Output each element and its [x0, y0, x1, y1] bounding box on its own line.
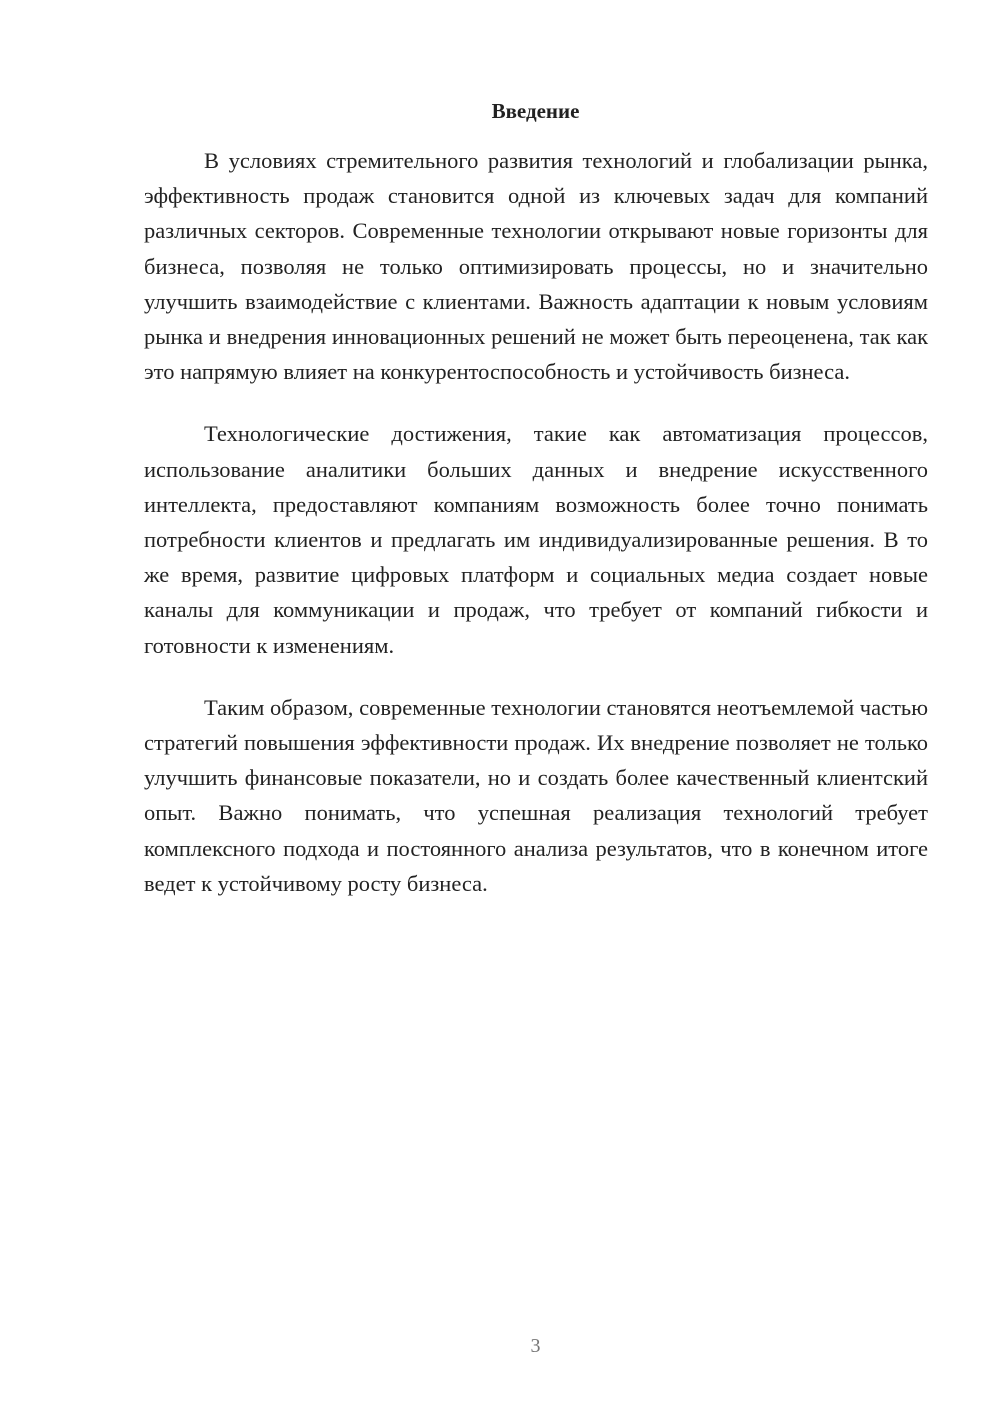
paragraph-3: Таким образом, современные технологии становятся неотъемлемой частью стратегий повышения эффективности продаж. Их внедрение позволяет не только улучшить финансовые показатели, но и создать более качественный клиентский опыт. Важно понимать, что успешная реализация технологий требует комплексного подхода и постоянного анализа результатов, что в конечном итоге ведет к устойчивому росту бизнеса.	[144, 694, 928, 896]
page-title: Введение	[491, 99, 580, 123]
page-number: 3	[530, 1335, 541, 1357]
body-text	[144, 143, 928, 928]
paragraph-2: Технологические достижения, такие как автоматизация процессов, использование аналитики больших данных и внедрение искусственного интеллекта, предоставляют компаниям возможность более точно понимать потребности клиентов и предлагать им индивидуализированные решения. В то же время, развитие цифровых платформ и социальных медиа создает новые каналы для коммуникации и продаж, что требует от компаний гибкости и готовности к изменениям.	[144, 421, 928, 658]
paragraph-1: В условиях стремительного развития технологий и глобализации рынка, эффективность продаж становится одной из ключевых задач для компаний различных секторов. Современные технологии открывают новые горизонты для бизнеса, позволяя не только оптимизировать процессы, но и значительно улучшить взаимодействие с клиентами. Важность адаптации к новым условиям рынка и внедрения инновационных решений не может быть переоценена, так как это напрямую влияет на конкурентоспособность и устойчивость бизнеса.	[144, 148, 928, 385]
